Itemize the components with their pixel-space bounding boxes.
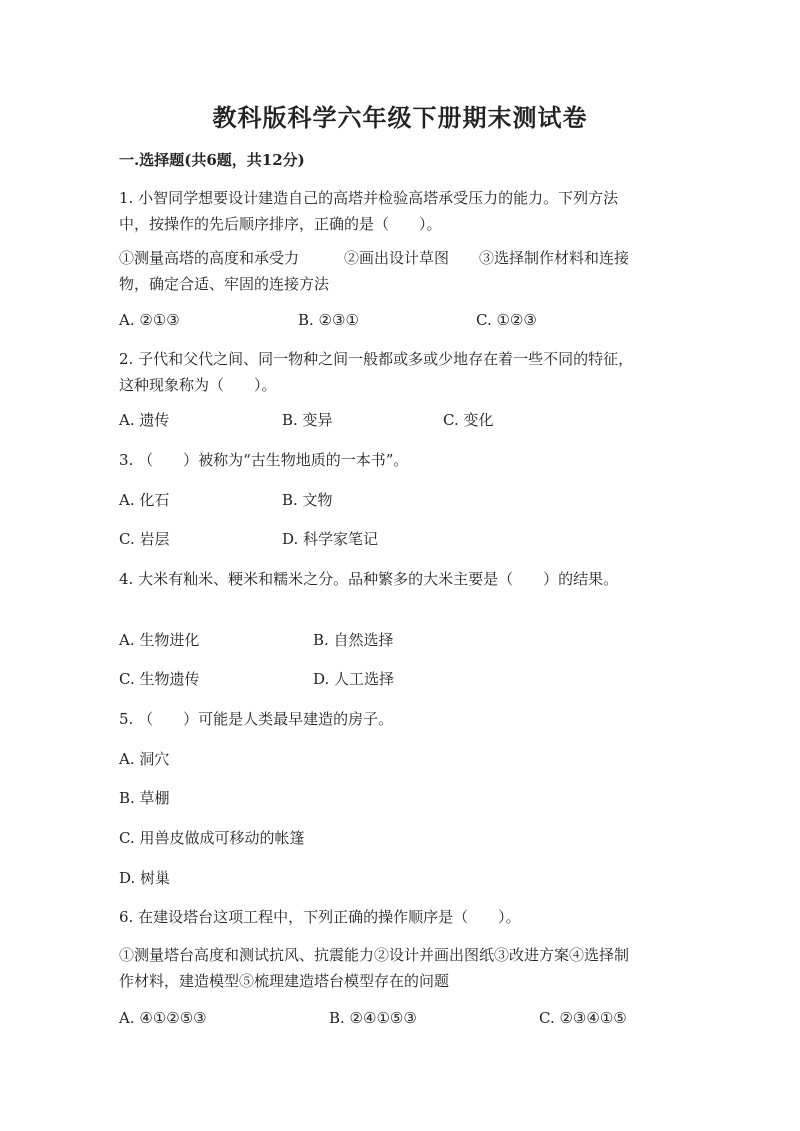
q5-stem-line-1: 5. （ ）可能是人类最早建造的房子。 xyxy=(119,710,394,728)
q6-option-b[interactable]: B. ②④①⑤③ xyxy=(329,1009,417,1027)
q3-option-d[interactable]: D. 科学家笔记 xyxy=(282,530,379,548)
q6-info-line-2: 作材料，建造模型⑤梳理建造塔台模型存在的问题 xyxy=(119,972,450,990)
q5-option-b[interactable]: B. 草棚 xyxy=(119,789,170,807)
q1-stem-line-2: 中，按操作的先后顺序排序，正确的是（ ）。 xyxy=(119,215,442,233)
q6-stem-line-1: 6. 在建设塔台这项工程中，下列正确的操作顺序是（ ）。 xyxy=(119,908,521,926)
section-heading: 一.选择题(共6题，共12分) xyxy=(119,151,305,169)
q4-option-b[interactable]: B. 自然选择 xyxy=(313,631,394,649)
q1-info-line-2: 物，确定合适、牢固的连接方法 xyxy=(119,275,330,293)
q3-stem-line-1: 3. （ ）被称为“古生物地质的一本书”。 xyxy=(119,451,409,469)
q5-option-a[interactable]: A. 洞穴 xyxy=(119,750,170,768)
q2-option-b[interactable]: B. 变异 xyxy=(282,411,333,429)
q1-option-b[interactable]: B. ②③① xyxy=(298,311,359,329)
q1-option-a[interactable]: A. ②①③ xyxy=(119,311,180,329)
q6-option-a[interactable]: A. ④①②⑤③ xyxy=(119,1009,207,1027)
q5-option-d[interactable]: D. 树巢 xyxy=(119,869,171,887)
q2-stem-line-2: 这种现象称为（ ）。 xyxy=(119,376,277,394)
q3-option-b[interactable]: B. 文物 xyxy=(282,491,333,509)
q5-option-c[interactable]: C. 用兽皮做成可移动的帐篷 xyxy=(119,829,305,847)
q6-option-c[interactable]: C. ②③④①⑤ xyxy=(539,1009,627,1027)
q6-info-line-1: ①测量塔台高度和测试抗风、抗震能力②设计并画出图纸③改进方案④选择制 xyxy=(119,946,630,964)
q1-option-c[interactable]: C. ①②③ xyxy=(476,311,537,329)
q1-stem-line-1: 1. 小智同学想要设计建造自己的高塔并检验高塔承受压力的能力。下列方法 xyxy=(119,189,619,207)
q2-option-a[interactable]: A. 遗传 xyxy=(119,411,170,429)
q4-option-c[interactable]: C. 生物遗传 xyxy=(119,670,200,688)
q4-option-a[interactable]: A. 生物进化 xyxy=(119,631,200,649)
q2-option-c[interactable]: C. 变化 xyxy=(443,411,494,429)
q1-info-line-1: ①测量高塔的高度和承受力 ②画出设计草图 ③选择制作材料和连接 xyxy=(119,249,630,267)
q3-option-a[interactable]: A. 化石 xyxy=(119,491,170,509)
q2-stem-line-1: 2. 子代和父代之间、同一物种之间一般都或多或少地存在着一些不同的特征， xyxy=(119,350,634,368)
q4-stem-line-1: 4. 大米有籼米、粳米和糯米之分。品种繁多的大米主要是（ ）的结果。 xyxy=(119,570,619,588)
q4-option-d[interactable]: D. 人工选择 xyxy=(313,670,395,688)
q3-option-c[interactable]: C. 岩层 xyxy=(119,530,170,548)
page-title: 教科版科学六年级下册期末测试卷 xyxy=(212,103,588,132)
